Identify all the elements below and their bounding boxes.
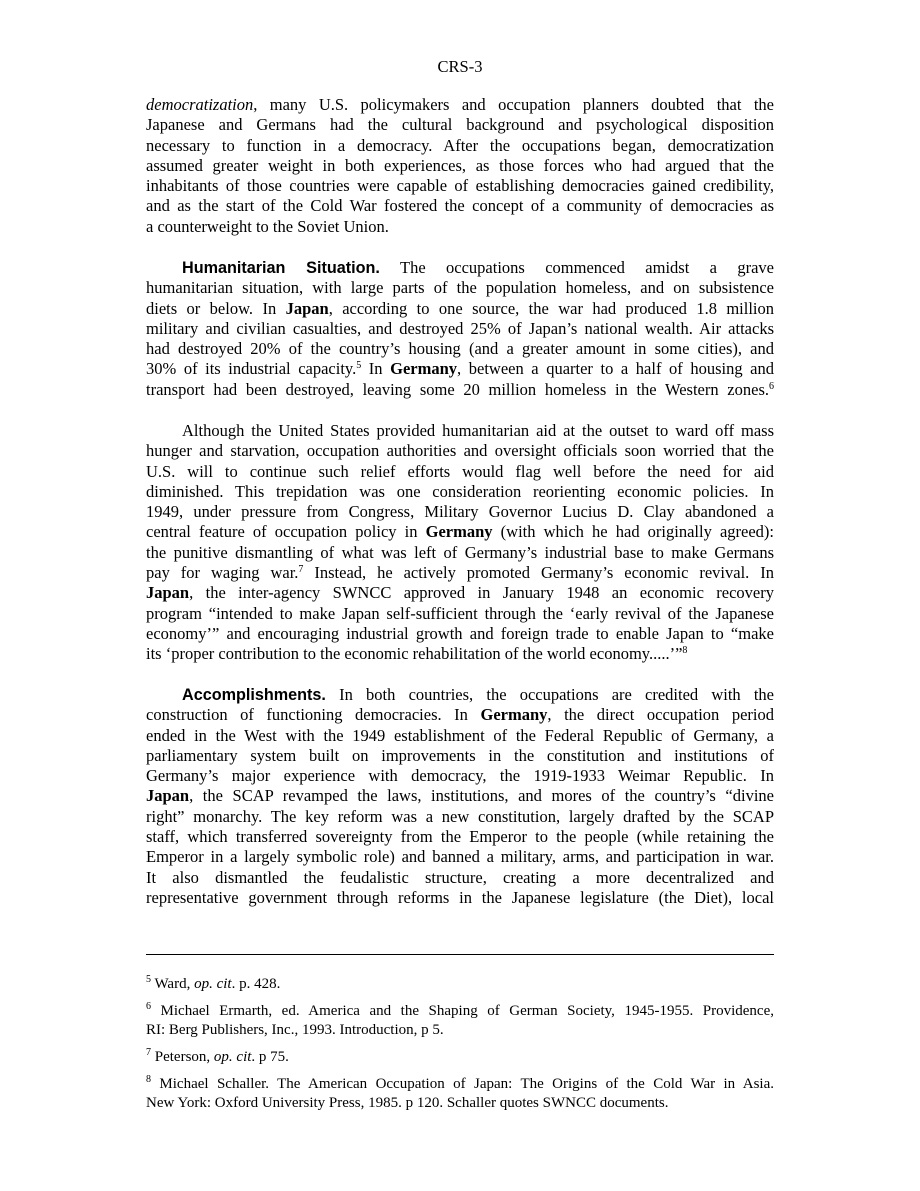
footnote-ref[interactable]: 6: [769, 380, 774, 392]
footnote-ref[interactable]: 7: [298, 564, 304, 576]
paragraph-humanitarian: [146, 258, 774, 400]
footnote-ref[interactable]: 5: [356, 360, 362, 372]
text-line: a counterweight to the Soviet Union.: [146, 216, 389, 236]
text-fragment: . p. 428.: [231, 976, 281, 992]
italic-term: democratization: [146, 95, 254, 114]
text-line: [146, 95, 774, 115]
text-line: [146, 563, 774, 583]
text-line: staff, which transferred sovereignty from the Emperor to the people (while retaining the: [146, 827, 774, 847]
bold-term: Japan: [146, 786, 190, 806]
text-fragment: , the inter-agency SWNCC approved in January 1948 an economic recovery: [189, 583, 774, 603]
text-fragment: pay for waging war.: [146, 563, 299, 583]
text-fragment: (with which he had originally agreed):: [492, 522, 775, 542]
text-fragment: The occupations commenced amidst a grave: [400, 258, 774, 277]
text-fragment: Instead, he actively promoted Germany’s economic revival. In: [303, 563, 774, 583]
text-line: [146, 1075, 774, 1094]
text-line: [146, 380, 774, 400]
text-line: It also dismantled the feudalistic structure, creating a more decentralized and: [146, 867, 774, 887]
text-line: program “intended to make Japan self-sufficient through the ‘early revival of the Japanese: [146, 603, 774, 623]
text-line: assumed greater weight in both experiences, as those forces who had argued that the: [146, 155, 774, 175]
text-line: [146, 685, 774, 705]
text-line: [146, 522, 774, 542]
text-fragment: central feature of occupation policy in: [146, 522, 426, 542]
italic-term: op. cit: [194, 976, 232, 992]
footnote-number: 6: [146, 1001, 151, 1012]
text-line: Although the United States provided humanitarian aid at the outset to ward off mass: [182, 421, 774, 440]
footnote-number: 7: [146, 1047, 151, 1058]
text-line: diminished. This trepidation was one consideration reorienting economic policies. In: [146, 481, 774, 501]
text-fragment: its ‘proper contribution to the economic rehabilitation of the world economy.....’”: [146, 644, 683, 664]
text-line: parliamentary system built on improvements in the constitution and institutions of: [146, 745, 774, 765]
text-line: [146, 359, 774, 379]
paragraph-democratization: [146, 95, 774, 237]
text-line: 1949, under pressure from Congress, Military Governor Lucius D. Clay abandoned a: [146, 502, 774, 522]
footnote-7: [146, 1048, 774, 1067]
text-line: Japanese and Germans had the cultural background and psychological disposition: [146, 115, 774, 135]
text-line: humanitarian situation, with large parts of the population homeless, and on subsistence: [146, 278, 774, 298]
text-fragment: construction of functioning democracies. In: [146, 705, 481, 725]
footnote-divider: [146, 954, 774, 955]
bold-term: Japan: [285, 298, 329, 318]
text-line: military and civilian casualties, and destroyed 25% of Japan’s national wealth. Air attacks: [146, 318, 774, 338]
footnote-6: [146, 1002, 774, 1040]
text-fragment: , the SCAP revamped the laws, institutions, and mores of the country’s “divine: [189, 786, 774, 806]
text-line: hunger and starvation, occupation authorities and oversight officials soon worried that the: [146, 441, 774, 461]
text-line: RI: Berg Publishers, Inc., 1993. Introduction, p 5.: [146, 1022, 444, 1038]
bold-term: Germany: [480, 705, 548, 725]
text-line: [146, 1002, 774, 1021]
text-fragment: In both countries, the occupations are credited with the: [339, 685, 775, 704]
page-header: CRS-3: [437, 57, 483, 76]
footnote-number: 5: [146, 974, 151, 985]
text-fragment: , many U.S. policymakers and occupation planners doubted that the: [253, 95, 774, 114]
text-line: representative government through reforms in the Japanese legislature (the Diet), local: [146, 887, 774, 907]
text-line: the punitive dismantling of what was left of Germany’s industrial base to make Germans: [146, 542, 774, 562]
text-fragment: diets or below. In: [146, 298, 286, 318]
text-line: economy’” and encouraging industrial growth and foreign trade to enable Japan to “make: [146, 623, 774, 643]
text-line: right” monarchy. The key reform was a new constitution, largely drafted by the SCAP: [146, 806, 774, 826]
text-fragment: Peterson,: [151, 1049, 214, 1065]
footnote-5: [146, 975, 774, 994]
paragraph-accomplishments: [146, 685, 774, 908]
bold-term: Germany: [390, 359, 458, 379]
text-line: Germany’s major experience with democracy, the 1919-1933 Weimar Republic. In: [146, 766, 774, 786]
text-fragment: Ward,: [151, 976, 195, 992]
text-fragment: transport had been destroyed, leaving some 20 million homeless in the Western zones.: [146, 379, 769, 399]
text-fragment: 30% of its industrial capacity.: [146, 359, 357, 379]
text-line: had destroyed 20% of the country’s housing (and a greater amount in some cities), and: [146, 339, 774, 359]
text-line: Emperor in a largely symbolic role) and banned a military, arms, and participation in war.: [146, 847, 774, 867]
text-fragment: , between a quarter to a half of housing and: [457, 359, 775, 379]
text-fragment: In: [361, 359, 391, 379]
text-fragment: , the direct occupation period: [547, 705, 774, 725]
text-line: ended in the West with the 1949 establishment of the Federal Republic of Germany, a: [146, 725, 774, 745]
text-line: [146, 975, 774, 994]
text-line: and as the start of the Cold War fostered the concept of a community of democracies as: [146, 196, 774, 216]
footnote-number: 8: [146, 1074, 151, 1085]
text-line: [146, 786, 774, 806]
text-line: [146, 1048, 774, 1067]
footnote-8: [146, 1075, 774, 1113]
text-line: [146, 644, 774, 664]
text-line: inhabitants of those countries were capable of establishing democracies gained credibility,: [146, 176, 774, 196]
section-heading-accomplishments: Accomplishments.: [182, 686, 326, 704]
text-line: [146, 258, 774, 278]
text-fragment: Michael Ermarth, ed. America and the Shaping of German Society, 1945-1955. Providence,: [151, 1003, 774, 1019]
text-fragment: Michael Schaller. The American Occupation of Japan: The Origins of the Cold War in Asia.: [151, 1076, 774, 1092]
paragraph-economic-policy: [146, 421, 774, 665]
italic-term: op. cit: [213, 1049, 252, 1065]
bold-term: Japan: [146, 583, 190, 603]
text-fragment: , according to one source, the war had produced 1.8 million: [328, 298, 774, 318]
text-line: U.S. will to continue such relief efforts would flag well before the need for aid: [146, 461, 774, 481]
text-line: New York: Oxford University Press, 1985. p 120. Schaller quotes SWNCC documents.: [146, 1095, 669, 1111]
footnote-ref[interactable]: 8: [682, 645, 688, 657]
text-fragment: . p 75.: [251, 1049, 289, 1065]
text-line: [146, 705, 774, 725]
bold-term: Germany: [425, 522, 493, 542]
text-line: [146, 583, 774, 603]
section-heading-humanitarian: Humanitarian Situation.: [182, 259, 380, 277]
text-line: [146, 299, 774, 319]
text-line: necessary to function in a democracy. After the occupations began, democratization: [146, 135, 774, 155]
